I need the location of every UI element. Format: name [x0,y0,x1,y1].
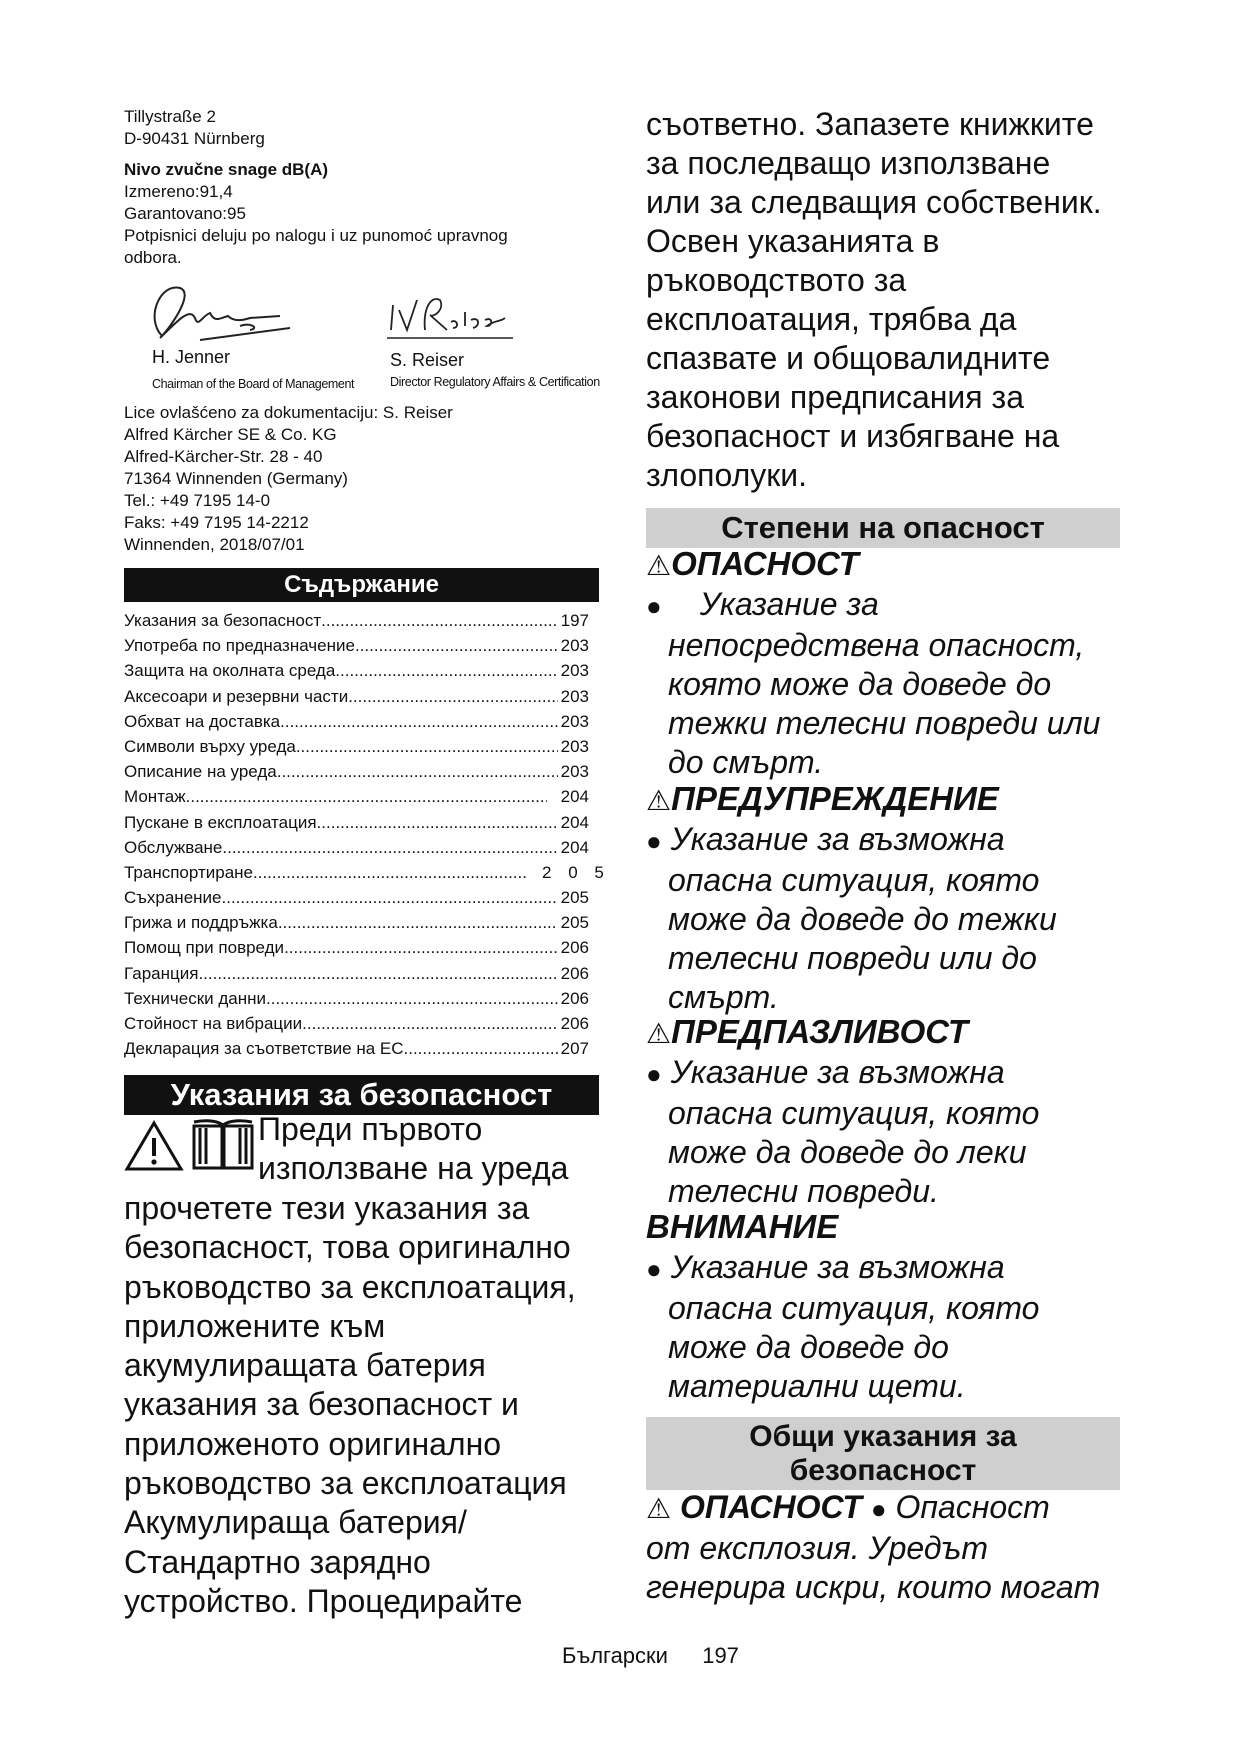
signatory-name-reiser: S. Reiser [390,350,465,370]
toc-item[interactable] [124,784,589,809]
signatory-name-jenner: H. Jenner [152,347,231,367]
noise-line: odbora. [124,248,182,267]
body-line: за последващо използване [646,145,1051,181]
bullet-icon: ● [646,1059,662,1089]
toc-item[interactable] [124,759,589,784]
toc-item[interactable] [124,1011,589,1036]
toc-item-label: Технически данни [124,988,267,1008]
hazard-desc-warning [646,820,1057,1017]
noise-level-block [124,159,508,269]
toc-item-label: Съхранение [124,888,222,908]
safety-line: акумулиращата батерия [124,1347,486,1384]
toc-item[interactable] [124,961,589,986]
toc-item-label: Декларация за съответствие на ЕС [124,1039,404,1059]
toc-item-label: Указания за безопасност [124,611,322,630]
address-block [124,106,265,150]
warning-triangle-icon [124,1120,184,1172]
right-intro-text [646,105,1102,495]
hazard-level-name: ПРЕДПАЗЛИВОСТ [671,1013,969,1050]
toc-item-page: 204 [560,837,589,857]
safety-line: ръководство за експлоатация, [124,1268,576,1305]
toc-item-label: Грижа и поддръжка [124,913,278,933]
hazard-desc-line: която може да доведе до [668,666,1052,702]
safety-line: приложеното оригинално [124,1425,502,1462]
bullet-icon: ● [646,1254,662,1284]
safety-section-title: Указания за безопасност [124,1075,599,1115]
toc-item-page: 206 [560,963,589,983]
safety-line: ръководство за експлоатация [124,1465,567,1502]
warning-triangle-icon: ⚠ [646,1018,672,1049]
toc-item[interactable] [124,910,589,935]
toc-item[interactable] [124,1036,589,1061]
contact-line: Alfred-Kärcher-Str. 28 - 40 [124,447,323,466]
safety-line: приложените към [124,1307,386,1344]
safety-line: указания за безопасност и [124,1386,519,1423]
toc-item-page: 206 [560,938,589,958]
toc-item-label: Употреба по предназначение [124,636,355,656]
general-safety-line: Опасност [895,1489,1050,1525]
toc-item-label: Стойност на вибрации [124,1014,303,1033]
toc-item-label: Гаранция [124,963,199,983]
hazard-level-warning [646,780,999,820]
toc-item-label: Описание на уреда [124,762,277,782]
bullet-icon: ● [870,1494,887,1524]
contact-line: Lice ovlašćeno za dokumentaciju: S. Reiser [124,403,453,422]
body-line: съответно. Запазете книжките [646,106,1094,142]
contact-line: Winnenden, 2018/07/01 [124,535,305,554]
signature-reiser [385,290,515,350]
safety-intro-first [258,1110,568,1189]
toc-item[interactable] [124,860,644,885]
warning-triangle-icon: ⚠ [646,550,672,581]
footer-page-number: 197 [702,1643,739,1668]
toc-item-label: Аксесоари и резервни части [124,686,349,706]
hazard-desc-line: може да доведе до тежки [668,901,1057,937]
contact-line: Faks: +49 7195 14-2212 [124,513,309,532]
general-safety-line: генерира искри, които могат [646,1569,1101,1605]
toc-item-page: 205 [560,913,589,933]
hazard-desc-caution [646,1053,1039,1211]
hazard-desc-line: опасна ситуация, която [668,1290,1040,1326]
body-line: безопасност и избягване на [646,418,1060,454]
hazard-desc-notice [646,1248,1039,1406]
contact-line: Tel.: +49 7195 14-0 [124,491,271,510]
warning-triangle-icon: ⚠ [646,785,672,816]
hazard-desc-line: непосредствена опасност, [668,627,1085,663]
toc-item-label: Помощ при повреди [124,938,285,958]
danger-label: ОПАСНОСТ [680,1489,862,1525]
safety-line: Стандартно зарядно [124,1543,431,1580]
hazard-desc-line: Указание за възможна [670,821,1005,857]
bullet-icon: ● [646,826,662,856]
toc-item-page: 205 [560,888,589,908]
safety-line: прочетете тези указания за [124,1190,530,1226]
toc-item[interactable] [124,684,589,709]
toc-item-page: 206 [560,988,589,1008]
general-safety-title [646,1417,1120,1490]
toc-item-page: 197 [560,611,589,630]
toc-item-page: 203 [560,636,589,656]
contact-line: 71364 Winnenden (Germany) [124,469,348,488]
toc-item-page: 203 [560,736,589,756]
table-of-contents [124,608,610,1061]
toc-item-label: Транспортиране [124,862,254,882]
address-line: Tillystraße 2 [124,107,216,126]
safety-line: Акумулираща батерия/ [124,1504,467,1541]
toc-item-page: 207 [560,1039,589,1059]
hazard-level-notice [646,1208,838,1246]
safety-intro-body [124,1189,576,1621]
toc-item[interactable] [124,986,589,1011]
hazard-desc-line: опасна ситуация, която [668,862,1040,898]
body-line: законови предписания за [646,379,1024,415]
safety-line: използване на уреда [258,1150,569,1187]
body-line: спазвате и общовалидните [646,340,1051,376]
body-line: или за следващия собственик. [646,184,1102,220]
toc-item-page: 203 [560,711,589,731]
safety-line: устройство. Процедирайте [124,1582,523,1619]
body-line: ръководството за [646,262,907,298]
toc-item[interactable] [124,734,589,759]
safety-line: Преди първото [258,1111,483,1147]
general-safety-text [646,1488,1100,1607]
signatory-title-reiser: Director Regulatory Affairs & Certification [390,375,600,389]
general-safety-title-line: безопасност [789,1454,977,1487]
toc-item[interactable] [124,885,589,910]
toc-item[interactable] [124,810,589,835]
hazard-level-danger [646,545,859,585]
body-line: Освен указанията в [646,223,940,259]
toc-item-label: Защита на околната среда [124,661,336,681]
toc-title: Съдържание [124,568,599,602]
body-line: злополуки. [646,457,807,493]
toc-item-label: Символи върху уреда [124,736,296,756]
general-safety-title-line: Общи указания за [749,1420,1017,1453]
hazard-desc-line: Указание за възможна [670,1054,1005,1090]
toc-item[interactable] [124,709,589,734]
hazard-desc-line: тежки телесни повреди или [668,705,1101,741]
footer-language: Български [562,1643,668,1668]
toc-item[interactable] [124,658,589,683]
toc-item[interactable] [124,835,589,860]
hazard-level-name: ВНИМАНИЕ [646,1208,839,1245]
hazard-desc-line: Указание за възможна [670,1249,1005,1285]
signature-jenner [140,278,310,358]
hazard-desc-line: опасна ситуация, която [668,1095,1040,1131]
toc-item[interactable] [124,935,589,960]
toc-item-page: 2 0 5 [542,862,610,882]
hazard-desc-line: до смърт. [668,744,824,780]
noise-line: Potpisnici deluju po nalogu i uz punomoć upravnog [124,226,508,245]
hazard-desc-line: смърт. [668,979,779,1015]
body-line: експлоатация, трябва да [646,301,1017,337]
toc-item-page: 204 [560,812,589,832]
contact-block [124,402,453,556]
address-line: D-90431 Nürnberg [124,129,265,148]
noise-line: Izmereno:91,4 [124,182,233,201]
safety-line: безопасност, това оригинално [124,1229,571,1266]
noise-line: Garantovano:95 [124,204,246,223]
hazard-levels-title: Степени на опасност [646,508,1120,548]
general-safety-line: от експлозия. Уредът [646,1530,989,1566]
toc-item-page: 206 [560,1014,589,1033]
toc-item-page: 203 [560,762,589,782]
toc-item[interactable] [124,608,589,633]
toc-item-page: 203 [560,661,589,681]
bullet-icon: ● [646,591,662,621]
hazard-desc-line: материални щети. [668,1368,966,1404]
warning-triangle-icon: ⚠ [646,1493,672,1524]
noise-title: Nivo zvučne snage dB(A) [124,160,329,179]
hazard-level-name: ОПАСНОСТ [671,545,859,582]
toc-item-label: Обслужване [124,837,223,857]
hazard-level-name: ПРЕДУПРЕЖДЕНИЕ [671,780,999,817]
page-footer [562,1643,739,1669]
hazard-desc-line: телесни повреди или до [668,940,1037,976]
toc-item-page: 204 [560,787,589,807]
hazard-desc-line: може да доведе до [668,1329,949,1365]
hazard-desc-line: Указание за [699,586,879,622]
toc-item-label: Пускане в експлоатация [124,812,317,832]
hazard-desc-line: телесни повреди. [668,1173,939,1209]
toc-item-label: Монтаж [124,787,186,807]
toc-item-page: 203 [560,686,589,706]
manual-book-icon [190,1118,256,1172]
contact-line: Alfred Kärcher SE & Co. KG [124,425,337,444]
hazard-desc-danger [646,585,1100,782]
hazard-desc-line: може да доведе до леки [668,1134,1027,1170]
toc-item[interactable] [124,633,589,658]
toc-item-label: Обхват на доставка [124,711,281,731]
signatory-title-jenner: Chairman of the Board of Management [152,377,355,391]
hazard-level-caution [646,1013,968,1053]
